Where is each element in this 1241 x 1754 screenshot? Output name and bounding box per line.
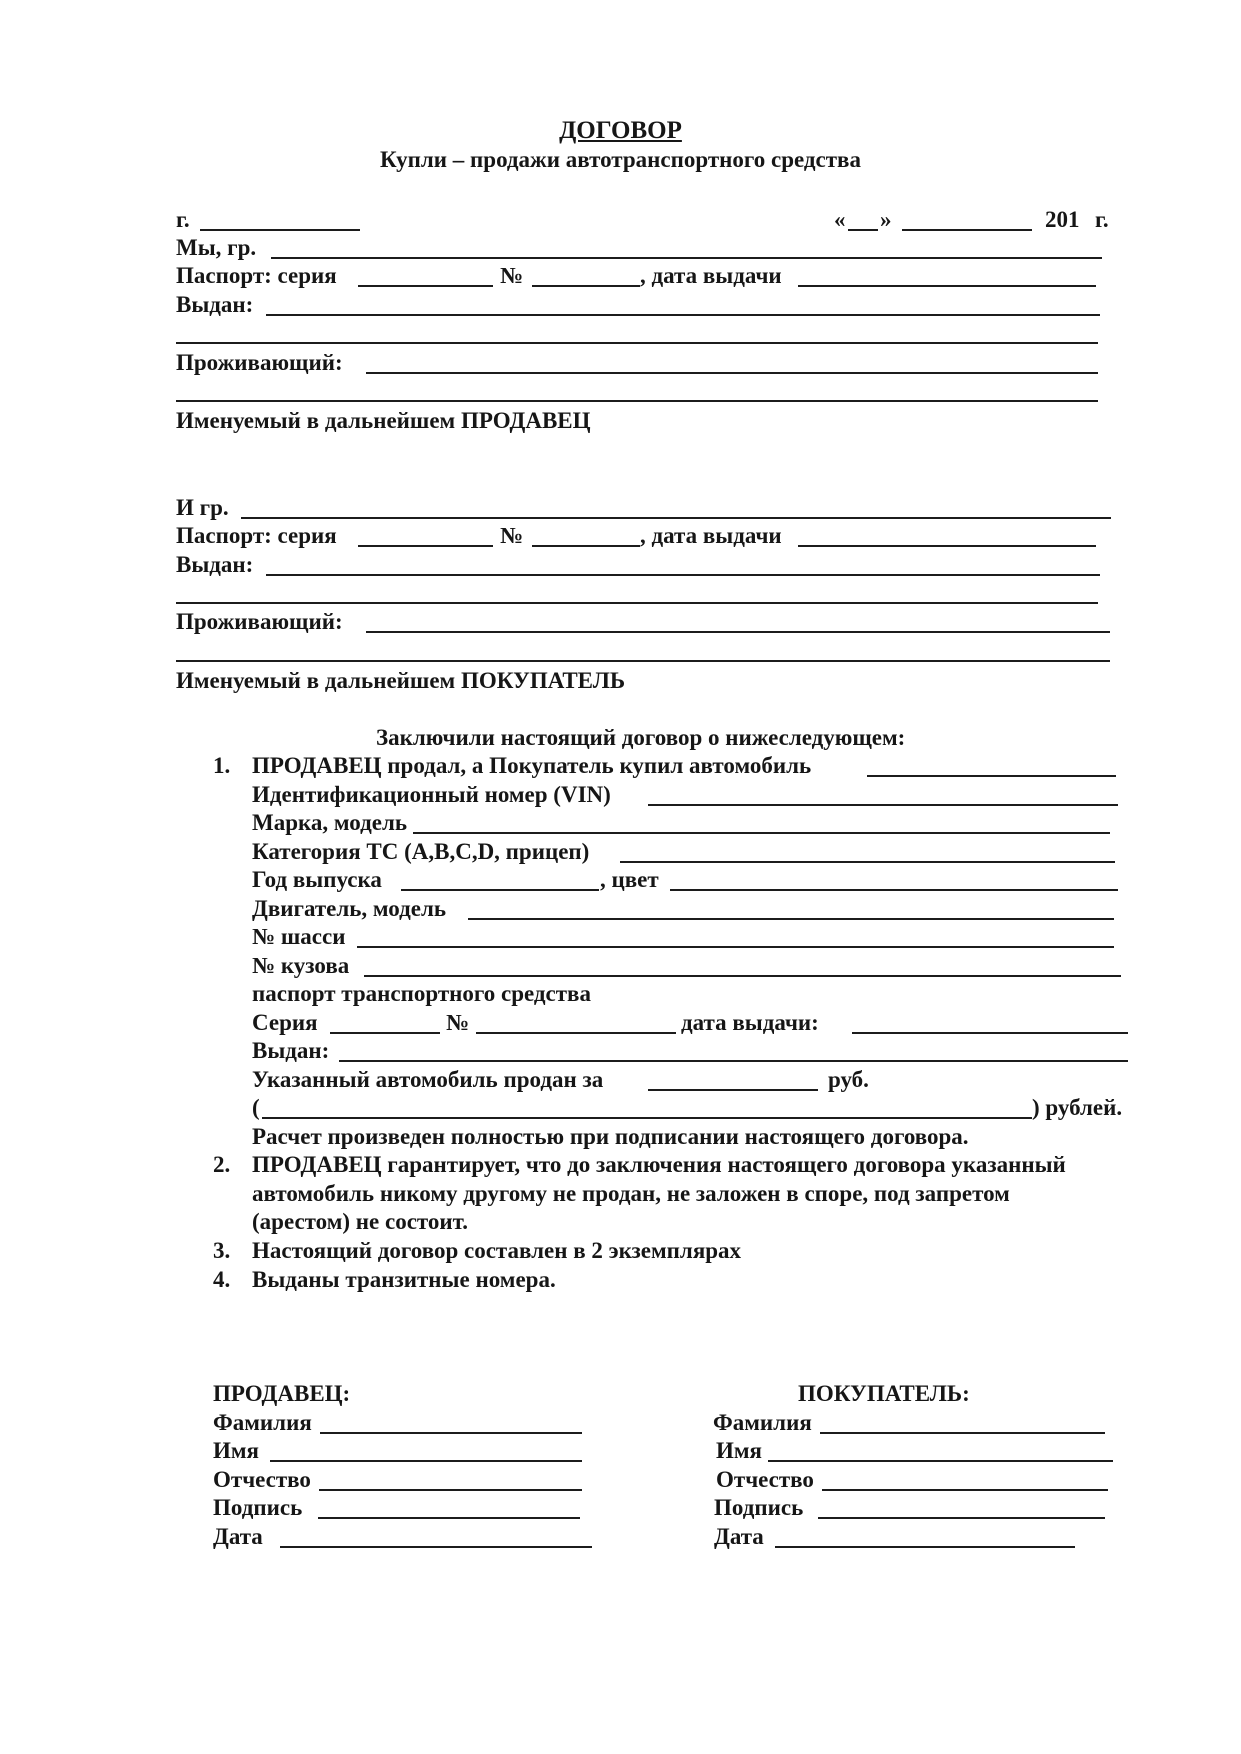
buyer-passport-number-field[interactable]: [532, 545, 640, 547]
seller-surname-label: Фамилия: [213, 1410, 312, 1435]
body-field[interactable]: [364, 975, 1121, 977]
buyer-issue-date-label: , дата выдачи: [640, 523, 782, 548]
seller-issued-label: Выдан:: [176, 292, 254, 317]
category-field[interactable]: [620, 861, 1115, 863]
buyer-named-label: Именуемый в дальнейшем ПОКУПАТЕЛЬ: [176, 668, 626, 693]
make-label: Марка, модель: [252, 810, 408, 835]
item-3-text: Настоящий договор составлен в 2 экземплярах: [252, 1238, 742, 1263]
item-2-line-1: ПРОДАВЕЦ гарантирует, что до заключения настоящего договора указанный: [252, 1152, 1066, 1177]
pts-date-field[interactable]: [852, 1032, 1128, 1034]
body-label: № кузова: [252, 953, 350, 978]
chassis-label: № шасси: [252, 924, 346, 949]
seller-passport-series-field[interactable]: [358, 285, 493, 287]
pts-number-field[interactable]: [476, 1032, 676, 1034]
buyer-firstname-field[interactable]: [768, 1460, 1113, 1462]
settlement-text: Расчет произведен полностью при подписании настоящего договора.: [252, 1124, 969, 1149]
car-field[interactable]: [867, 775, 1116, 777]
buyer-and-label: И гр.: [176, 495, 229, 520]
buyer-surname-label: Фамилия: [713, 1410, 812, 1435]
pts-series-label: Серия: [252, 1010, 318, 1035]
price-words-field[interactable]: [262, 1117, 1032, 1119]
item-4-number: 4.: [213, 1267, 231, 1292]
chassis-field[interactable]: [357, 946, 1114, 948]
document-title: ДОГОВОР: [559, 117, 682, 144]
seller-date-field[interactable]: [280, 1546, 592, 1548]
pts-date-label: дата выдачи:: [681, 1010, 819, 1035]
item-2-line-2: автомобиль никому другому не продан, не заложен в споре, под запретом: [252, 1181, 1010, 1206]
seller-named-label: Именуемый в дальнейшем ПРОДАВЕЦ: [176, 408, 591, 433]
buyer-residing-label: Проживающий:: [176, 609, 343, 634]
year-label: Год выпуска: [252, 867, 382, 892]
seller-we-label: Мы, гр.: [176, 235, 257, 260]
price-label: Указанный автомобиль продан за: [252, 1067, 604, 1092]
engine-label: Двигатель, модель: [252, 896, 447, 921]
month-field[interactable]: [902, 229, 1032, 231]
year-label: 201: [1045, 207, 1080, 232]
seller-signature-field[interactable]: [318, 1517, 580, 1519]
year-field[interactable]: [401, 889, 599, 891]
pts-issued-label: Выдан:: [252, 1038, 330, 1063]
seller-firstname-field[interactable]: [270, 1460, 582, 1462]
seller-number-label: №: [500, 263, 524, 288]
pts-label: паспорт транспортного средства: [252, 981, 591, 1006]
seller-passport-number-field[interactable]: [532, 285, 640, 287]
seller-firstname-label: Имя: [213, 1438, 259, 1463]
item-2-number: 2.: [213, 1152, 231, 1177]
item-1-number: 1.: [213, 753, 231, 778]
item-3-number: 3.: [213, 1238, 231, 1263]
seller-passport-label: Паспорт: серия: [176, 263, 337, 288]
buyer-number-label: №: [500, 523, 524, 548]
seller-patronymic-field[interactable]: [319, 1489, 582, 1491]
category-label: Категория ТС (A,B,C,D, прицеп): [252, 839, 590, 864]
buyer-signature-heading: ПОКУПАТЕЛЬ:: [798, 1381, 970, 1406]
pts-series-field[interactable]: [330, 1032, 440, 1034]
seller-date-label: Дата: [213, 1524, 263, 1549]
buyer-address-field-2[interactable]: [176, 660, 1110, 662]
buyer-surname-field[interactable]: [820, 1432, 1105, 1434]
seller-residing-label: Проживающий:: [176, 350, 343, 375]
buyer-firstname-label: Имя: [716, 1438, 762, 1463]
item-2-line-3: (арестом) не состоит.: [252, 1209, 468, 1234]
vin-label: Идентификационный номер (VIN): [252, 782, 611, 807]
color-label: , цвет: [600, 867, 659, 892]
engine-field[interactable]: [468, 918, 1114, 920]
vin-field[interactable]: [648, 804, 1118, 806]
seller-signature-heading: ПРОДАВЕЦ:: [213, 1381, 351, 1406]
seller-patronymic-label: Отчество: [213, 1467, 311, 1492]
seller-issued-field-2[interactable]: [176, 342, 1098, 344]
quote-close: »: [880, 207, 892, 232]
pts-number-label: №: [446, 1010, 470, 1035]
buyer-issued-field[interactable]: [266, 574, 1100, 576]
seller-name-field[interactable]: [271, 257, 1102, 259]
quote-open: «: [834, 207, 846, 232]
buyer-passport-label: Паспорт: серия: [176, 523, 337, 548]
buyer-date-label: Дата: [714, 1524, 764, 1549]
city-field[interactable]: [200, 229, 360, 231]
buyer-patronymic-label: Отчество: [716, 1467, 814, 1492]
seller-address-field[interactable]: [366, 372, 1098, 374]
seller-surname-field[interactable]: [320, 1432, 582, 1434]
paren-open: (: [252, 1095, 260, 1120]
buyer-signature-field[interactable]: [818, 1517, 1105, 1519]
rubles-label: ) рублей.: [1032, 1095, 1123, 1120]
document-subtitle: Купли – продажи автотранспортного средства: [380, 147, 861, 172]
seller-signature-label: Подпись: [213, 1495, 303, 1520]
pts-issued-field[interactable]: [339, 1060, 1128, 1062]
color-field[interactable]: [670, 889, 1118, 891]
buyer-name-field[interactable]: [241, 517, 1111, 519]
buyer-signature-label: Подпись: [714, 1495, 804, 1520]
buyer-issued-field-2[interactable]: [176, 602, 1098, 604]
item-1-text: ПРОДАВЕЦ продал, а Покупатель купил автомобиль: [252, 753, 812, 778]
seller-issue-date-label: , дата выдачи: [640, 263, 782, 288]
buyer-date-field[interactable]: [775, 1546, 1075, 1548]
buyer-patronymic-field[interactable]: [822, 1489, 1108, 1491]
item-4-text: Выданы транзитные номера.: [252, 1267, 556, 1292]
buyer-issue-date-field[interactable]: [798, 545, 1096, 547]
year-suffix: г.: [1095, 207, 1109, 232]
price-field[interactable]: [648, 1089, 818, 1091]
agreement-intro: Заключили настоящий договор о нижеследующем:: [376, 725, 906, 750]
buyer-address-field[interactable]: [366, 631, 1110, 633]
day-field[interactable]: [848, 229, 878, 231]
seller-issued-field[interactable]: [266, 314, 1100, 316]
make-field[interactable]: [413, 832, 1110, 834]
seller-issue-date-field[interactable]: [798, 285, 1096, 287]
buyer-issued-label: Выдан:: [176, 552, 254, 577]
city-label: г.: [176, 207, 190, 232]
seller-address-field-2[interactable]: [176, 400, 1098, 402]
rub-label: руб.: [828, 1067, 869, 1092]
buyer-passport-series-field[interactable]: [358, 545, 493, 547]
